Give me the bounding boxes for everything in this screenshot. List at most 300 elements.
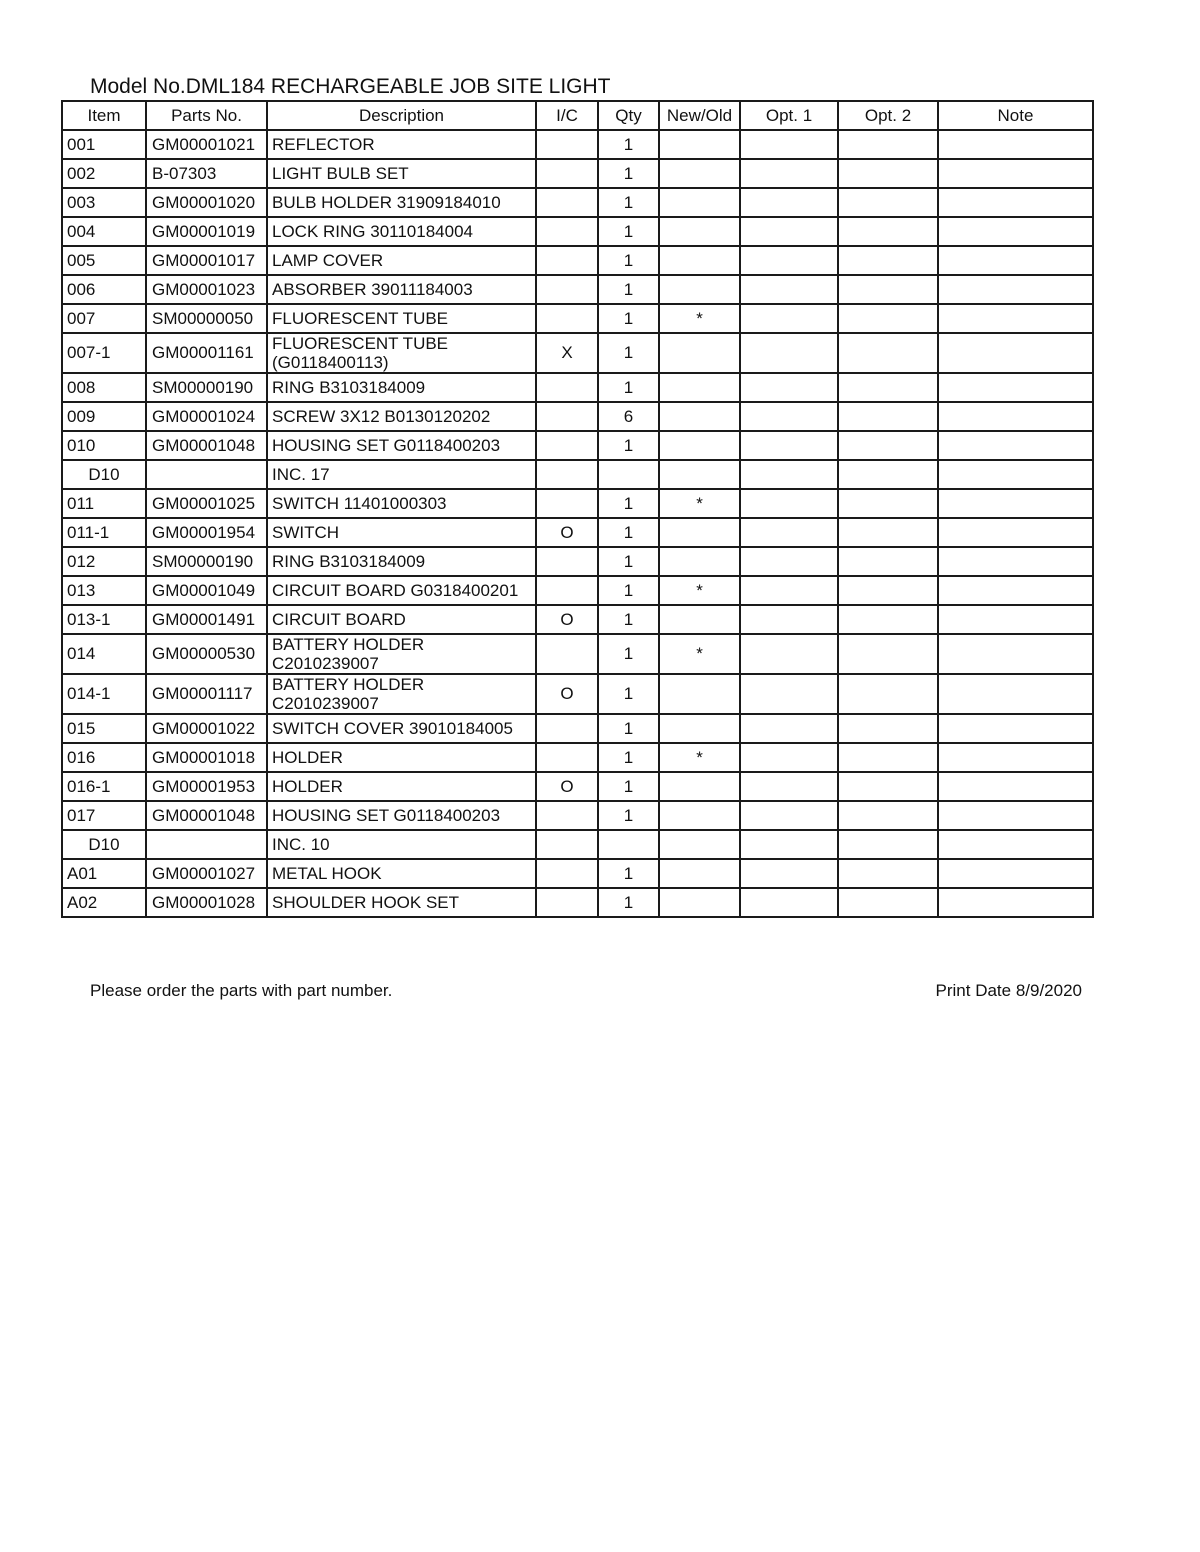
table-row — [62, 304, 1093, 333]
cell-opt1 — [740, 605, 838, 634]
description-line: LAMP COVER — [272, 251, 384, 270]
cell-item: 016-1 — [62, 772, 146, 801]
cell-opt2 — [838, 373, 938, 402]
description-line: SCREW 3X12 B0130120202 — [272, 407, 491, 426]
cell-parts-no: GM00001023 — [146, 275, 267, 304]
cell-new-old — [659, 246, 740, 275]
cell-item: 015 — [62, 714, 146, 743]
cell-opt2 — [838, 188, 938, 217]
cell-note — [938, 830, 1093, 859]
cell-note — [938, 674, 1093, 714]
cell-parts-no: GM00001025 — [146, 489, 267, 518]
column-header-opt2: Opt. 2 — [838, 101, 938, 130]
cell-qty: 1 — [598, 605, 659, 634]
cell-opt1 — [740, 547, 838, 576]
table-row — [62, 605, 1093, 634]
cell-ic — [536, 830, 598, 859]
cell-ic — [536, 275, 598, 304]
cell-opt2 — [838, 674, 938, 714]
cell-qty: 1 — [598, 489, 659, 518]
cell-item: 012 — [62, 547, 146, 576]
cell-item: 004 — [62, 217, 146, 246]
description-line: REFLECTOR — [272, 135, 375, 154]
description-line: C2010239007 — [272, 694, 379, 713]
column-header-new-old: New/Old — [659, 101, 740, 130]
cell-parts-no: GM00001027 — [146, 859, 267, 888]
cell-opt2 — [838, 130, 938, 159]
cell-description — [267, 460, 536, 489]
cell-parts-no: SM00000190 — [146, 547, 267, 576]
cell-description — [267, 801, 536, 830]
table-row — [62, 275, 1093, 304]
cell-parts-no — [146, 830, 267, 859]
description-line: CIRCUIT BOARD — [272, 610, 406, 629]
cell-opt1 — [740, 801, 838, 830]
cell-item: 010 — [62, 431, 146, 460]
cell-note — [938, 333, 1093, 373]
cell-opt1 — [740, 333, 838, 373]
description-line: BATTERY HOLDER — [272, 675, 425, 694]
cell-description — [267, 605, 536, 634]
cell-new-old — [659, 159, 740, 188]
cell-note — [938, 246, 1093, 275]
cell-new-old — [659, 217, 740, 246]
table-row — [62, 801, 1093, 830]
description-line: INC. 17 — [272, 465, 330, 484]
cell-ic — [536, 888, 598, 917]
cell-parts-no: GM00001021 — [146, 130, 267, 159]
cell-opt1 — [740, 674, 838, 714]
description-line: LIGHT BULB SET — [272, 164, 409, 183]
cell-description — [267, 217, 536, 246]
table-row — [62, 772, 1093, 801]
cell-opt1 — [740, 275, 838, 304]
cell-description — [267, 714, 536, 743]
cell-description — [267, 333, 536, 373]
cell-item: 017 — [62, 801, 146, 830]
cell-item: 007 — [62, 304, 146, 333]
cell-note — [938, 576, 1093, 605]
cell-note — [938, 431, 1093, 460]
cell-description — [267, 402, 536, 431]
cell-opt2 — [838, 830, 938, 859]
description-line: HOLDER — [272, 748, 343, 767]
cell-ic — [536, 431, 598, 460]
cell-qty: 1 — [598, 801, 659, 830]
cell-qty: 1 — [598, 634, 659, 674]
cell-item: 006 — [62, 275, 146, 304]
cell-parts-no: GM00001024 — [146, 402, 267, 431]
column-header-description: Description — [267, 101, 536, 130]
cell-new-old — [659, 188, 740, 217]
description-line: SWITCH COVER 39010184005 — [272, 719, 513, 738]
cell-opt1 — [740, 859, 838, 888]
description-line: FLUORESCENT TUBE — [272, 309, 449, 328]
cell-description — [267, 188, 536, 217]
cell-item: 003 — [62, 188, 146, 217]
description-line: LOCK RING 30110184004 — [272, 222, 473, 241]
cell-opt1 — [740, 431, 838, 460]
cell-note — [938, 402, 1093, 431]
cell-qty — [598, 460, 659, 489]
table-row — [62, 246, 1093, 275]
cell-parts-no: GM00001018 — [146, 743, 267, 772]
cell-qty: 1 — [598, 304, 659, 333]
cell-new-old — [659, 373, 740, 402]
description-line: (G0118400113) — [272, 353, 389, 372]
cell-note — [938, 801, 1093, 830]
table-row — [62, 859, 1093, 888]
cell-item: 002 — [62, 159, 146, 188]
column-header-note: Note — [938, 101, 1093, 130]
cell-opt2 — [838, 743, 938, 772]
cell-new-old: * — [659, 743, 740, 772]
cell-new-old: * — [659, 304, 740, 333]
cell-parts-no: GM00001161 — [146, 333, 267, 373]
cell-qty: 1 — [598, 518, 659, 547]
description-line: INC. 10 — [272, 835, 330, 854]
cell-new-old — [659, 431, 740, 460]
table-row — [62, 130, 1093, 159]
cell-ic — [536, 801, 598, 830]
cell-description — [267, 518, 536, 547]
cell-opt1 — [740, 373, 838, 402]
cell-new-old — [659, 605, 740, 634]
cell-note — [938, 605, 1093, 634]
column-header-item: Item — [62, 101, 146, 130]
cell-new-old — [659, 772, 740, 801]
cell-parts-no: B-07303 — [146, 159, 267, 188]
description-line: HOUSING SET G0118400203 — [272, 436, 501, 455]
cell-item: 016 — [62, 743, 146, 772]
cell-description — [267, 859, 536, 888]
cell-description — [267, 888, 536, 917]
cell-note — [938, 188, 1093, 217]
cell-opt2 — [838, 605, 938, 634]
description-line: RING B3103184009 — [272, 378, 426, 397]
cell-note — [938, 275, 1093, 304]
print-date: Print Date 8/9/2020 — [935, 981, 1082, 1000]
cell-parts-no: GM00001048 — [146, 801, 267, 830]
cell-opt1 — [740, 772, 838, 801]
cell-qty: 1 — [598, 159, 659, 188]
cell-note — [938, 373, 1093, 402]
cell-item: 014-1 — [62, 674, 146, 714]
cell-description — [267, 634, 536, 674]
table-row — [62, 888, 1093, 917]
cell-new-old — [659, 130, 740, 159]
table-row — [62, 159, 1093, 188]
cell-opt1 — [740, 402, 838, 431]
cell-item: 011-1 — [62, 518, 146, 547]
cell-new-old: * — [659, 576, 740, 605]
cell-new-old — [659, 830, 740, 859]
cell-ic — [536, 714, 598, 743]
cell-new-old — [659, 275, 740, 304]
cell-ic — [536, 188, 598, 217]
cell-parts-no: GM00001117 — [146, 674, 267, 714]
cell-qty: 1 — [598, 217, 659, 246]
description-line: SWITCH 11401000303 — [272, 494, 447, 513]
table-row — [62, 333, 1093, 373]
cell-qty: 1 — [598, 859, 659, 888]
cell-new-old — [659, 402, 740, 431]
footer-note: Please order the parts with part number. — [90, 981, 393, 1000]
cell-opt2 — [838, 576, 938, 605]
table-row — [62, 518, 1093, 547]
cell-opt2 — [838, 217, 938, 246]
column-header-qty: Qty — [598, 101, 659, 130]
description-line: HOLDER — [272, 777, 343, 796]
cell-qty: 1 — [598, 246, 659, 275]
cell-parts-no: GM00001049 — [146, 576, 267, 605]
cell-new-old — [659, 888, 740, 917]
cell-new-old — [659, 547, 740, 576]
cell-item: D10 — [62, 460, 146, 489]
cell-qty: 1 — [598, 373, 659, 402]
table-row — [62, 402, 1093, 431]
cell-opt1 — [740, 714, 838, 743]
cell-parts-no: GM00001954 — [146, 518, 267, 547]
cell-description — [267, 275, 536, 304]
cell-item: A02 — [62, 888, 146, 917]
cell-opt2 — [838, 801, 938, 830]
cell-opt2 — [838, 460, 938, 489]
cell-description — [267, 547, 536, 576]
cell-opt1 — [740, 188, 838, 217]
cell-new-old — [659, 801, 740, 830]
cell-opt1 — [740, 634, 838, 674]
cell-ic — [536, 547, 598, 576]
cell-item: 001 — [62, 130, 146, 159]
cell-note — [938, 217, 1093, 246]
cell-qty: 1 — [598, 772, 659, 801]
cell-item: D10 — [62, 830, 146, 859]
table-row — [62, 830, 1093, 859]
cell-opt2 — [838, 489, 938, 518]
table-header-row — [62, 101, 1093, 130]
description-line: SWITCH — [272, 523, 340, 542]
table-row — [62, 431, 1093, 460]
cell-qty: 1 — [598, 431, 659, 460]
cell-note — [938, 130, 1093, 159]
cell-ic — [536, 460, 598, 489]
cell-item: 011 — [62, 489, 146, 518]
cell-opt1 — [740, 576, 838, 605]
table-row — [62, 460, 1093, 489]
cell-item: 005 — [62, 246, 146, 275]
cell-opt1 — [740, 460, 838, 489]
description-line: ABSORBER 39011184003 — [272, 280, 473, 299]
cell-opt1 — [740, 888, 838, 917]
cell-opt2 — [838, 431, 938, 460]
table-row — [62, 373, 1093, 402]
cell-note — [938, 714, 1093, 743]
cell-parts-no: GM00001048 — [146, 431, 267, 460]
cell-opt1 — [740, 130, 838, 159]
table-row — [62, 714, 1093, 743]
cell-ic — [536, 859, 598, 888]
cell-opt1 — [740, 743, 838, 772]
cell-qty: 1 — [598, 333, 659, 373]
cell-description — [267, 246, 536, 275]
page-title: Model No.DML184 RECHARGEABLE JOB SITE LIGHT — [90, 75, 611, 98]
cell-qty: 1 — [598, 188, 659, 217]
cell-note — [938, 489, 1093, 518]
cell-note — [938, 518, 1093, 547]
cell-description — [267, 304, 536, 333]
cell-description — [267, 373, 536, 402]
cell-ic: X — [536, 333, 598, 373]
cell-opt1 — [740, 217, 838, 246]
cell-opt2 — [838, 888, 938, 917]
cell-ic: O — [536, 605, 598, 634]
cell-ic: O — [536, 772, 598, 801]
cell-description — [267, 830, 536, 859]
cell-ic — [536, 402, 598, 431]
description-line: SHOULDER HOOK SET — [272, 893, 460, 912]
description-line: C2010239007 — [272, 654, 379, 673]
cell-qty: 1 — [598, 743, 659, 772]
cell-note — [938, 547, 1093, 576]
cell-description — [267, 431, 536, 460]
cell-ic — [536, 246, 598, 275]
column-header-opt1: Opt. 1 — [740, 101, 838, 130]
cell-opt2 — [838, 402, 938, 431]
cell-ic — [536, 576, 598, 605]
cell-item: 008 — [62, 373, 146, 402]
cell-qty: 1 — [598, 674, 659, 714]
cell-new-old — [659, 460, 740, 489]
cell-new-old — [659, 333, 740, 373]
cell-description — [267, 130, 536, 159]
description-line: BULB HOLDER 31909184010 — [272, 193, 501, 212]
cell-parts-no: GM00000530 — [146, 634, 267, 674]
cell-opt2 — [838, 275, 938, 304]
table-row — [62, 634, 1093, 674]
cell-item: A01 — [62, 859, 146, 888]
cell-qty: 1 — [598, 714, 659, 743]
cell-opt2 — [838, 333, 938, 373]
cell-description — [267, 159, 536, 188]
cell-item: 013-1 — [62, 605, 146, 634]
description-line: BATTERY HOLDER — [272, 635, 425, 654]
parts-table — [61, 100, 1094, 918]
cell-opt1 — [740, 489, 838, 518]
cell-note — [938, 634, 1093, 674]
cell-parts-no: GM00001020 — [146, 188, 267, 217]
column-header-parts-no: Parts No. — [146, 101, 267, 130]
cell-parts-no: GM00001491 — [146, 605, 267, 634]
cell-ic — [536, 159, 598, 188]
cell-description — [267, 489, 536, 518]
cell-opt1 — [740, 246, 838, 275]
description-line: METAL HOOK — [272, 864, 382, 883]
cell-opt1 — [740, 518, 838, 547]
table-row — [62, 547, 1093, 576]
cell-opt1 — [740, 304, 838, 333]
description-line: FLUORESCENT TUBE — [272, 334, 449, 353]
cell-opt2 — [838, 159, 938, 188]
cell-description — [267, 772, 536, 801]
table-row — [62, 489, 1093, 518]
cell-opt2 — [838, 859, 938, 888]
cell-parts-no: GM00001017 — [146, 246, 267, 275]
cell-note — [938, 743, 1093, 772]
cell-opt2 — [838, 772, 938, 801]
cell-new-old — [659, 518, 740, 547]
table-row — [62, 188, 1093, 217]
cell-item: 009 — [62, 402, 146, 431]
cell-note — [938, 159, 1093, 188]
cell-qty: 1 — [598, 547, 659, 576]
table-row — [62, 576, 1093, 605]
cell-parts-no: SM00000050 — [146, 304, 267, 333]
description-line: RING B3103184009 — [272, 552, 426, 571]
cell-ic — [536, 217, 598, 246]
cell-ic — [536, 634, 598, 674]
table-row — [62, 674, 1093, 714]
table-row — [62, 217, 1093, 246]
cell-new-old — [659, 859, 740, 888]
cell-item: 013 — [62, 576, 146, 605]
cell-opt2 — [838, 547, 938, 576]
cell-description — [267, 743, 536, 772]
cell-opt1 — [740, 159, 838, 188]
cell-new-old: * — [659, 634, 740, 674]
cell-note — [938, 888, 1093, 917]
table-row — [62, 743, 1093, 772]
cell-new-old: * — [659, 489, 740, 518]
cell-item: 007-1 — [62, 333, 146, 373]
cell-new-old — [659, 674, 740, 714]
cell-qty: 6 — [598, 402, 659, 431]
cell-ic — [536, 743, 598, 772]
cell-opt2 — [838, 634, 938, 674]
cell-note — [938, 859, 1093, 888]
cell-description — [267, 674, 536, 714]
cell-opt2 — [838, 246, 938, 275]
parts-table-body — [62, 130, 1093, 917]
cell-ic: O — [536, 518, 598, 547]
cell-opt2 — [838, 304, 938, 333]
description-line: HOUSING SET G0118400203 — [272, 806, 501, 825]
cell-opt1 — [740, 830, 838, 859]
cell-ic — [536, 489, 598, 518]
cell-parts-no — [146, 460, 267, 489]
cell-qty: 1 — [598, 130, 659, 159]
cell-qty: 1 — [598, 888, 659, 917]
cell-ic — [536, 373, 598, 402]
cell-ic — [536, 304, 598, 333]
description-line: CIRCUIT BOARD G0318400201 — [272, 581, 519, 600]
cell-ic — [536, 130, 598, 159]
cell-parts-no: GM00001022 — [146, 714, 267, 743]
cell-new-old — [659, 714, 740, 743]
cell-description — [267, 576, 536, 605]
cell-note — [938, 304, 1093, 333]
cell-qty: 1 — [598, 576, 659, 605]
cell-note — [938, 772, 1093, 801]
cell-ic: O — [536, 674, 598, 714]
cell-parts-no: GM00001019 — [146, 217, 267, 246]
cell-note — [938, 460, 1093, 489]
cell-parts-no: SM00000190 — [146, 373, 267, 402]
cell-parts-no: GM00001953 — [146, 772, 267, 801]
cell-item: 014 — [62, 634, 146, 674]
cell-qty: 1 — [598, 275, 659, 304]
cell-qty — [598, 830, 659, 859]
